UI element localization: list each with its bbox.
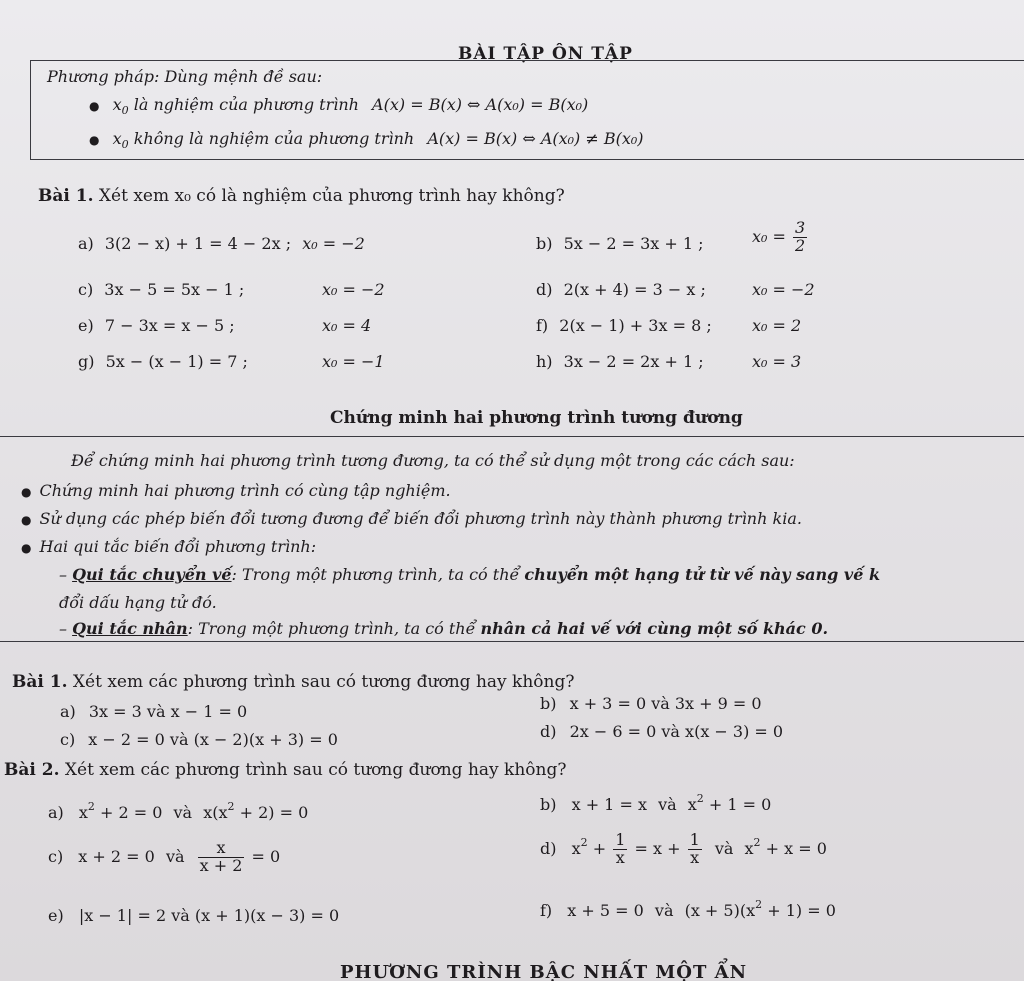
fraction: $\frac{3}{2}$ [795, 218, 806, 255]
ex3-item-e: e) |x − 1| = 2 và (x + 1)(x − 3) = 0 [48, 906, 340, 925]
ex2-item-b: b) x + 3 = 0 và 3x + 9 = 0 [540, 694, 762, 713]
section2-bullet-3: ● Hai qui tắc biến đổi phương trình: [21, 537, 317, 556]
ex1-item-e-x0: x₀ = 4 [322, 316, 372, 335]
ex1-item-c-x0: x₀ = −2 [322, 280, 385, 299]
ex1-item-f: f) 2(x − 1) + 3x = 8 ; [536, 316, 712, 335]
ex1-question: Bài 1. Xét xem x₀ có là nghiệm của phương trình hay không? [38, 186, 565, 206]
fraction: $\frac{1}{x}$ [615, 830, 626, 867]
ex1-item-h-x0: x₀ = 3 [752, 352, 802, 371]
method-heading: Phương pháp: Dùng mệnh đề sau: [47, 67, 323, 86]
ex3-item-c: c) x + 2 = 0 và $\frac{x}{x + 2}$ = 0 [48, 838, 281, 875]
footer-heading: PHƯƠNG TRÌNH BẬC NHẤT MỘT ẨN [340, 962, 748, 981]
ex2-question: Bài 1. Xét xem các phương trình sau có tương đương hay không? [12, 672, 575, 692]
method-bullet-2: ● $x_0$ không là nghiệm của phương trình A(x) = B(x) ⇔ A(x₀) ≠ B(x₀) [89, 129, 644, 151]
fraction: $\frac{1}{x}$ [689, 830, 700, 867]
ex1-item-h: h) 3x − 2 = 2x + 1 ; [536, 352, 704, 371]
ex1-item-b-x0: x₀ = $\frac{3}{2}$ [752, 218, 806, 255]
ex1-item-c: c) 3x − 5 = 5x − 1 ; [78, 280, 245, 299]
ex1-item-b: b) 5x − 2 = 3x + 1 ; [536, 234, 704, 253]
rule-multiply: – Qui tắc nhân: Trong một phương trình, ta có thể nhân cả hai vế với cùng một số khác 0. [59, 619, 829, 638]
ex1-item-e: e) 7 − 3x = x − 5 ; [78, 316, 235, 335]
section2-bullet-1: ● Chứng minh hai phương trình có cùng tập nghiệm. [21, 481, 451, 500]
ex2-item-c: c) x − 2 = 0 và (x − 2)(x + 3) = 0 [60, 730, 338, 749]
ex1-item-g-x0: x₀ = −1 [322, 352, 385, 371]
section2-intro: Để chứng minh hai phương trình tương đương, ta có thể sử dụng một trong các cách sau: [71, 451, 795, 470]
ex3-item-f: f) x + 5 = 0 và $(x + 5)(x^2 + 1) = 0$ [540, 898, 836, 920]
ex2-item-d: d) 2x − 6 = 0 và x(x − 3) = 0 [540, 722, 784, 741]
ex1-item-d: d) 2(x + 4) = 3 − x ; [536, 280, 706, 299]
ex3-item-a: a) $x^2 + 2 = 0$ và $x(x^2 + 2) = 0$ [48, 800, 309, 822]
bullet-icon: ● [89, 133, 100, 147]
ex1-item-g: g) 5x − (x − 1) = 7 ; [78, 352, 248, 371]
ex3-item-d: d) $x^2$ + $\frac{1}{x}$ = x + $\frac{1}{x}$ và $x^2 + x = 0$ [540, 830, 827, 867]
bullet-icon: ● [89, 99, 100, 113]
bullet-icon: ● [21, 513, 32, 527]
ex3-item-b: b) x + 1 = x và $x^2 + 1 = 0$ [540, 792, 772, 814]
section2-box [0, 436, 1024, 642]
ex1-item-d-x0: x₀ = −2 [752, 280, 815, 299]
ex1-item-a: a) 3(2 − x) + 1 = 4 − 2x ; x₀ = −2 [78, 234, 365, 253]
bullet-icon: ● [21, 485, 32, 499]
bullet-icon: ● [21, 541, 32, 555]
ex2-item-a: a) 3x = 3 và x − 1 = 0 [60, 702, 248, 721]
section2-bullet-2: ● Sử dụng các phép biến đổi tương đương để biến đổi phương trình này thành phương trình kia. [21, 509, 802, 528]
ex3-question: Bài 2. Xét xem các phương trình sau có tương đương hay không? [4, 760, 567, 780]
ex1-item-f-x0: x₀ = 2 [752, 316, 802, 335]
rule-transpose-cont: đổi dấu hạng tử đó. [59, 593, 217, 612]
rule-transpose: – Qui tắc chuyển vế: Trong một phương trình, ta có thể chuyển một hạng tử từ vế này sang vế k [59, 565, 881, 584]
fraction: $\frac{x}{x + 2}$ [199, 838, 243, 875]
section2-heading: Chứng minh hai phương trình tương đương [330, 408, 743, 428]
method-box [30, 60, 1024, 160]
page-title: BÀI TẬP ÔN TẬP [458, 44, 633, 64]
method-bullet-1: ● $x_0$ là nghiệm của phương trình A(x) = B(x) ⇔ A(x₀) = B(x₀) [89, 95, 589, 117]
